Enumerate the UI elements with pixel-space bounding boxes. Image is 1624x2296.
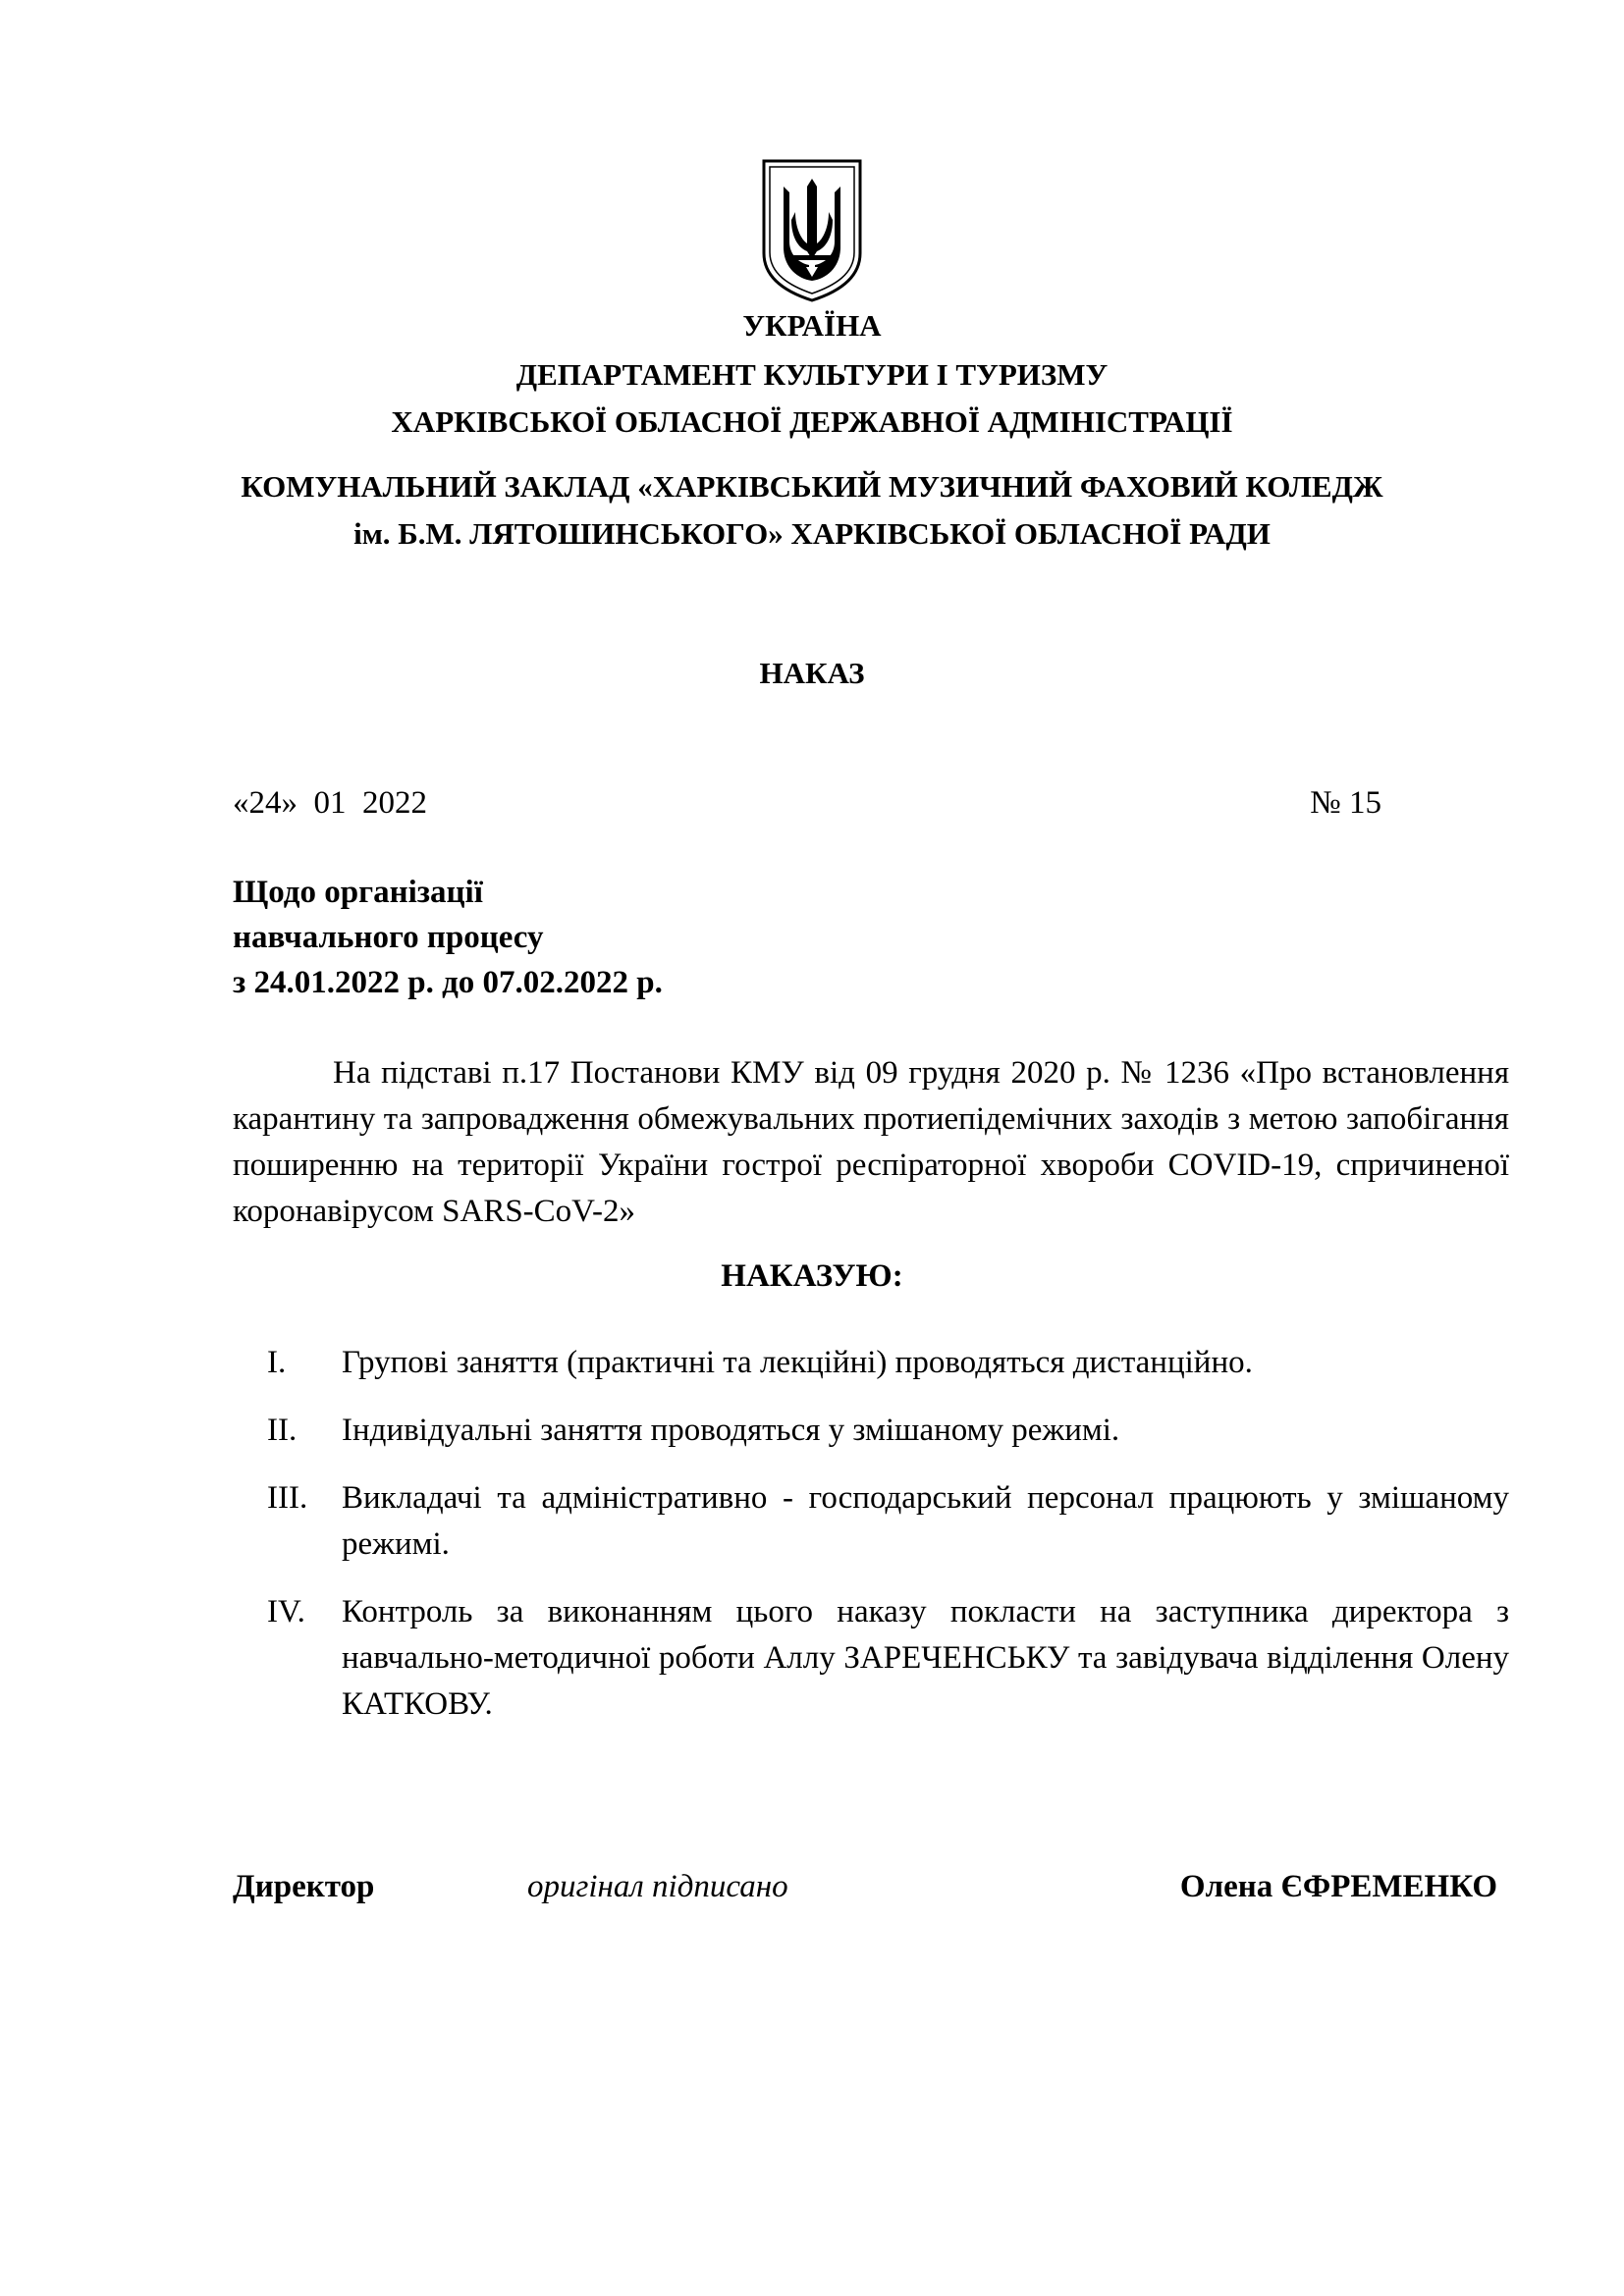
item-text: Викладачі та адміністративно - господарський персонал працюють у змішаному режимі. (342, 1480, 1509, 1562)
item-text: Контроль за виконанням цього наказу покласти на заступника директора з навчально-методичної роботи Аллу ЗАРЕЧЕНСЬКУ та завідувача відділення Олену КАТКОВУ. (342, 1594, 1509, 1722)
subject-line: навчального процесу (233, 920, 544, 955)
country-heading: УКРАЇНА (742, 308, 882, 343)
preamble-paragraph: На підставі п.17 Постанови КМУ від 09 грудня 2020 р. № 1236 «Про встановлення карантину та запровадження обмежувальних протиепідемічних заходів з метою запобігання поширенню на території України гострої респіраторної хвороби COVID-19, спричиненої коронавірусом SARS-CoV-2» (233, 1055, 1509, 1229)
item-numeral: II. (267, 1413, 298, 1448)
institution-heading-line2: ім. Б.М. ЛЯТОШИНСЬКОГО» ХАРКІВСЬКОЇ ОБЛАСНОЇ РАДИ (353, 516, 1271, 551)
document-subject (233, 870, 663, 1005)
subject-line: Щодо організації (233, 875, 483, 910)
list-item (267, 1408, 1509, 1454)
signature-block (233, 1867, 1509, 1916)
order-heading: НАКАЗУЮ: (721, 1258, 903, 1294)
signatory-name: Олена ЄФРЕМЕНКО (1179, 1869, 1497, 1904)
item-numeral: III. (267, 1480, 308, 1516)
document-date: «24» 01 2022 (233, 785, 427, 821)
item-numeral: I. (267, 1345, 287, 1380)
item-text: Індивідуальні заняття проводяться у змішаному режимі. (342, 1413, 1120, 1448)
signature-note: оригінал підписано (527, 1869, 788, 1904)
institution-heading-line1: КОМУНАЛЬНИЙ ЗАКЛАД «ХАРКІВСЬКИЙ МУЗИЧНИЙ ФАХОВИЙ КОЛЕДЖ (241, 469, 1383, 504)
document-title: НАКАЗ (759, 656, 865, 690)
department-heading-line1: ДЕПАРТАМЕНТ КУЛЬТУРИ І ТУРИЗМУ (515, 357, 1109, 392)
item-numeral: IV. (267, 1594, 305, 1629)
document-number: № 15 (1310, 785, 1381, 821)
subject-line: з 24.01.2022 р. до 07.02.2022 р. (233, 965, 663, 1000)
trident-coat-of-arms-icon (758, 157, 866, 304)
item-text: Групові заняття (практичні та лекційні) проводяться дистанційно. (342, 1345, 1253, 1380)
department-heading-line2: ХАРКІВСЬКОЇ ОБЛАСНОЇ ДЕРЖАВНОЇ АДМІНІСТРАЦІЇ (391, 404, 1233, 439)
order-items-list (267, 1340, 1509, 1749)
list-item (267, 1340, 1509, 1386)
signatory-role: Директор (233, 1869, 375, 1904)
list-item (267, 1589, 1509, 1728)
list-item (267, 1475, 1509, 1568)
